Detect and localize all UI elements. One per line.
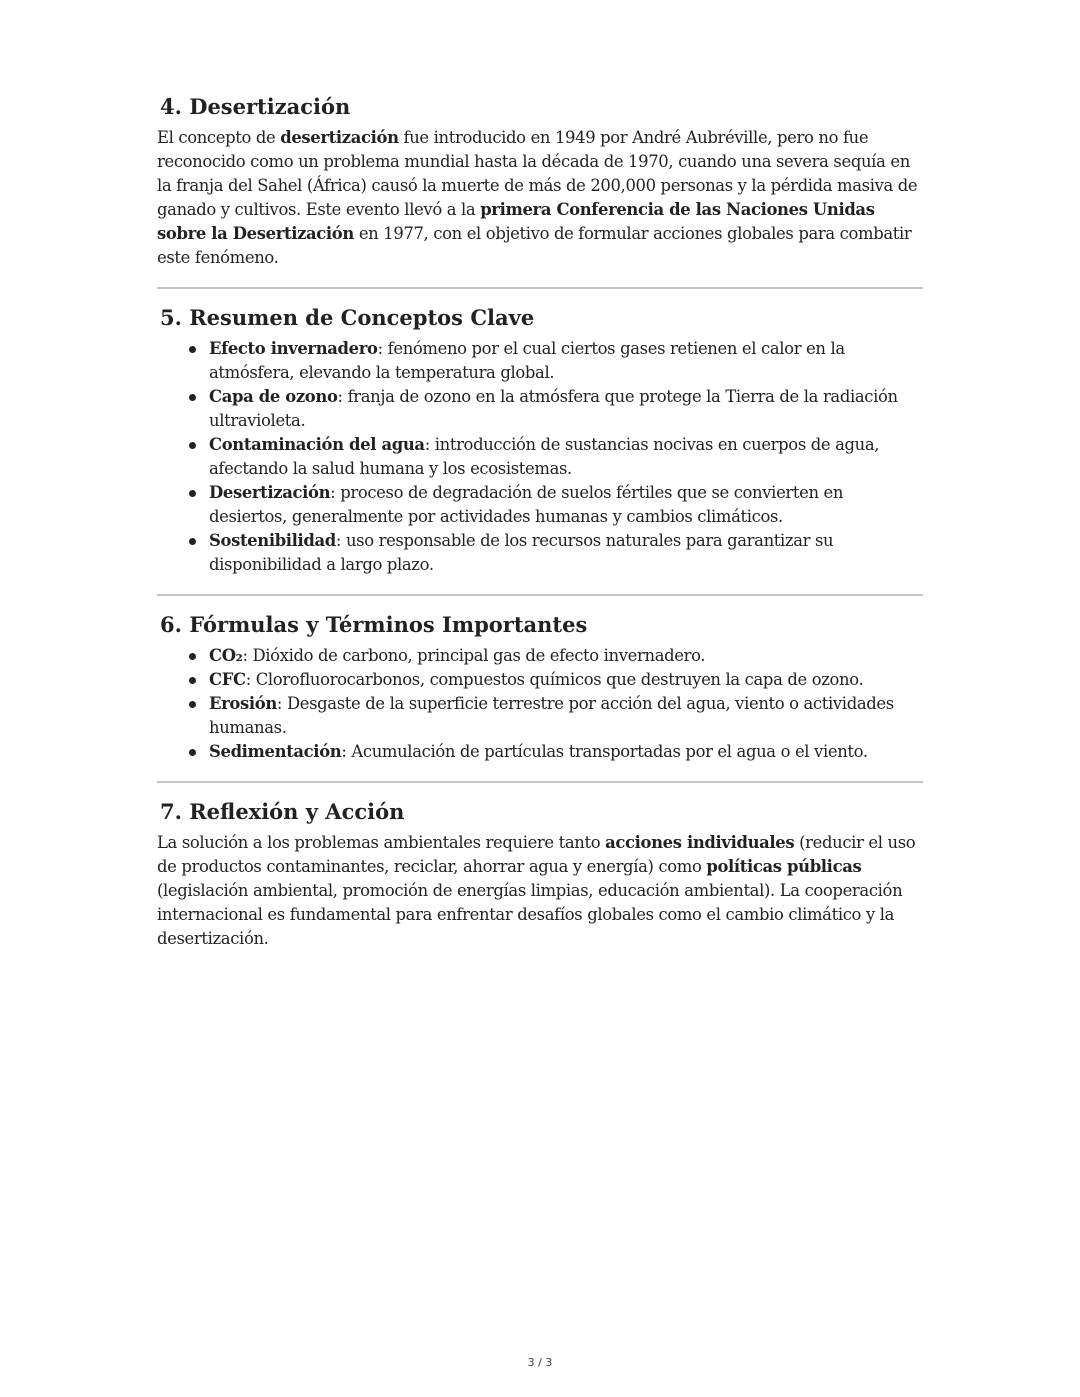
page-number: 3 / 3 [527,1356,553,1369]
bullet-icon [189,677,196,684]
bullet-icon [189,749,196,756]
section-title: 6. Fórmulas y Términos Importantes [160,612,588,637]
list-item [209,481,923,529]
bold-term: Contaminación del agua [209,435,425,454]
item-text: : Acumulación de partículas transportadas por el agua o el viento. [341,742,868,761]
bold-term: CFC [209,670,246,689]
bullet-icon [189,701,196,708]
item-text: : franja de ozono en la atmósfera que protege la Tierra de la radiación ultravioleta. [209,387,898,430]
list-item [209,529,923,577]
item-text: : uso responsable de los recursos naturales para garantizar su disponibilidad a largo plazo. [209,531,834,574]
bold-term: Sedimentación [209,742,342,761]
bold-term: acciones individuales [605,833,795,852]
bold-term: desertización [280,128,399,147]
text-run: fue introducido en 1949 por André Aubréville, pero no fue reconocido como un problema mundial hasta la década de 1970, cuando una severa sequía en la franja del Sahel (África) causó la muerte de más de 200,000 personas y la pérdida masiva de ganado y cultivos. Este evento llevó a la [157,128,918,219]
section-divider [157,781,923,783]
list-item [209,644,923,668]
bullet-icon [189,653,196,660]
bullet-icon [189,538,196,545]
section-paragraph [157,831,923,951]
item-text: : introducción de sustancias nocivas en cuerpos de agua, afectando la salud humana y los ecosistemas. [209,435,880,478]
bullet-icon [189,442,196,449]
bold-term: primera Conferencia de las Naciones Unidas sobre la Desertización [157,200,875,243]
bullet-icon [189,394,196,401]
list-item [209,740,923,764]
text-run: (reducir el uso de productos contaminantes, reciclar, ahorrar agua y energía) como [157,833,916,876]
bullet-icon [189,490,196,497]
list-item [209,337,923,385]
bold-term: Sostenibilidad [209,531,336,550]
list-item [209,433,923,481]
section-divider [157,594,923,596]
bold-term: Efecto invernadero [209,339,378,358]
bold-term: políticas públicas [706,857,862,876]
text-run: La solución a los problemas ambientales requiere tanto [157,833,606,852]
list-item [209,692,923,740]
bold-term: Capa de ozono [209,387,338,406]
section-desertizacion [157,92,923,270]
text-run: (legislación ambiental, promoción de energías limpias, educación ambiental). La cooperación internacional es fundamental para enfrentar desafíos globales como el cambio climático y la desertización. [157,881,903,948]
bullet-icon [189,346,196,353]
section-paragraph [157,126,923,270]
document-page [157,92,923,951]
list-item [209,668,923,692]
item-text: : proceso de degradación de suelos fértiles que se convierten en desiertos, generalmente por actividades humanas y cambios climáticos. [209,483,844,526]
bold-term: CO₂ [209,646,243,665]
section-formulas [157,610,923,764]
item-text: : fenómeno por el cual ciertos gases retienen el calor en la atmósfera, elevando la temperatura global. [209,339,845,382]
text-run: El concepto de [157,128,281,147]
concept-list [157,337,923,577]
section-title: 7. Reflexión y Acción [160,799,405,824]
section-title: 4. Desertización [160,94,351,119]
item-text: : Dióxido de carbono, principal gas de efecto invernadero. [242,646,706,665]
formula-list [157,644,923,764]
bold-term: Desertización [209,483,331,502]
list-item [209,385,923,433]
section-resumen [157,303,923,577]
item-text: : Clorofluorocarbonos, compuestos químicos que destruyen la capa de ozono. [245,670,864,689]
section-reflexion [157,797,923,951]
text-run: en 1977, con el objetivo de formular acciones globales para combatir este fenómeno. [157,224,912,267]
section-title: 5. Resumen de Conceptos Clave [160,305,535,330]
section-divider [157,287,923,289]
bold-term: Erosión [209,694,277,713]
item-text: : Desgaste de la superficie terrestre por acción del agua, viento o actividades humanas. [209,694,894,737]
